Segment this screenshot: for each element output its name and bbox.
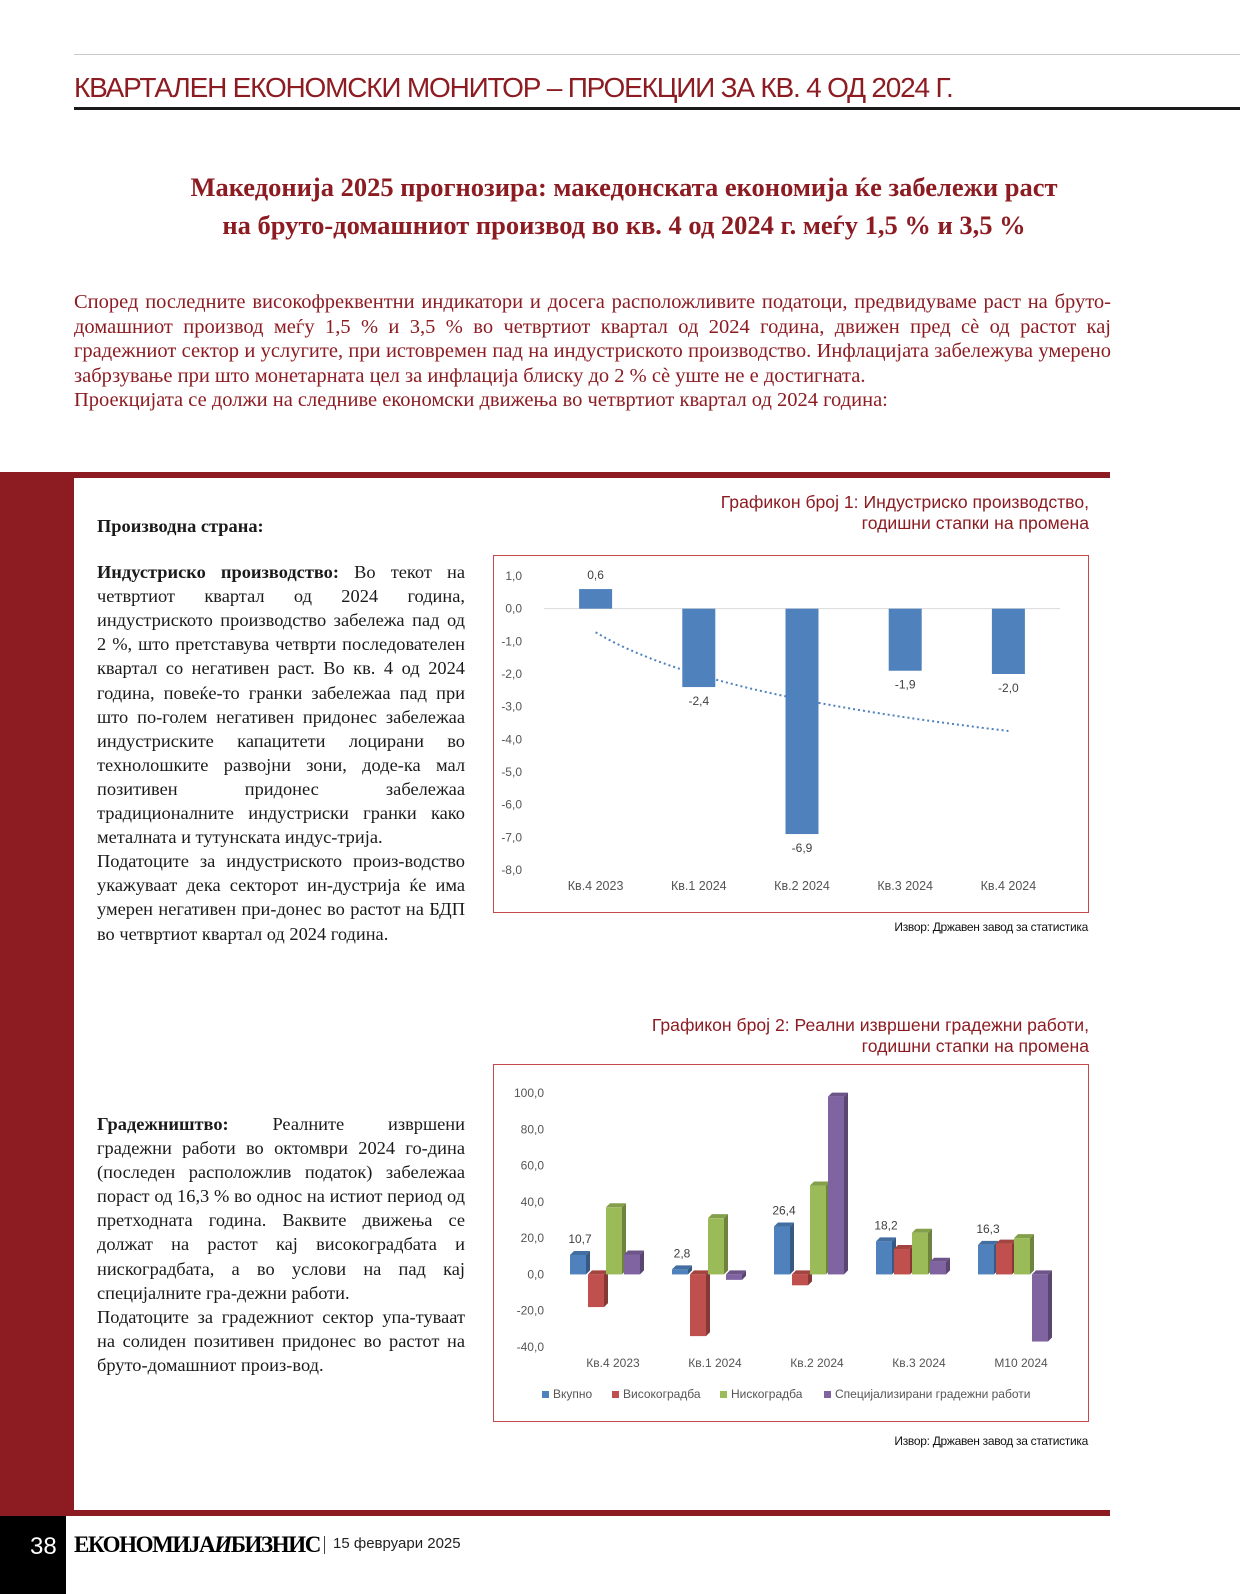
chart1-x-label: Кв.3 2024 (877, 879, 934, 893)
chart2-x-label: Кв.2 2024 (790, 1356, 844, 1370)
chart2-data-label: 18,2 (874, 1218, 898, 1233)
chart2-bar-side (706, 1270, 710, 1336)
chart1-data-label: -6,9 (791, 841, 813, 856)
chart2-data-label: 2,8 (673, 1246, 691, 1261)
chart2-legend-swatch (824, 1391, 831, 1398)
industry-text: Во текот на четвртиот квартал од 2024 година, индустриското производство забележа пад од 2 %, што претставува четврти последователен квартал со негативен раст. Во кв. 4 од 2024 година, повеќе-то гранки забележаа пад при што по-голем негативен придонес забележаа индустриските капацитети лоцирани во технолошките развојни зони, доде-ка мал позитивен придонес забележаа традиционалните индустриски гранки како металната и тутунската индус-трија. (97, 562, 465, 848)
chart2-bar (726, 1274, 742, 1279)
chart2-bar (792, 1274, 808, 1285)
chart2-x-label: Кв.3 2024 (892, 1356, 946, 1370)
chart2-bar (810, 1186, 826, 1275)
chart2-svg (494, 1065, 1088, 1421)
construction-text-2: Податоците за градежниот сектор упа-туваат на солиден позитивен придонес во растот на бруто-домашниот произ-вод. (97, 1306, 465, 1375)
chart2-bar (624, 1254, 640, 1274)
logo-conjunction: И (214, 1532, 231, 1557)
chart2-bar (876, 1241, 892, 1274)
chart1-y-tick: -8,0 (501, 863, 522, 877)
chart2-y-tick: 20,0 (520, 1231, 544, 1246)
chart2-title-block (489, 1015, 1089, 1057)
production-column (97, 514, 465, 946)
chart2-bar (894, 1249, 910, 1274)
chart2-bar (1032, 1274, 1048, 1341)
chart2-bar (588, 1274, 604, 1307)
chart2-source: Извор: Државен завод за статистика (894, 1434, 1088, 1448)
issue-date: 15 февруари 2025 (333, 1535, 461, 1552)
chart1-title: Графикон број 1: Индустриско производство, (720, 492, 1089, 512)
logo-word-2: БИЗНИС (230, 1532, 320, 1557)
intro-text (74, 290, 1111, 413)
chart2-y-tick: 0,0 (527, 1267, 544, 1282)
chart2-y-tick: 60,0 (520, 1158, 544, 1173)
chart1-y-tick: 1,0 (505, 569, 522, 583)
chart1-x-label: Кв.4 2023 (567, 879, 624, 893)
chart1-y-tick: -3,0 (501, 699, 522, 714)
chart2-bar (978, 1245, 994, 1275)
chart2-y-tick: 100,0 (513, 1086, 544, 1100)
running-header: КВАРТАЛЕН ЕКОНОМСКИ МОНИТОР – ПРОЕКЦИИ ЗА КВ. 4 ОД 2024 Г. (74, 72, 953, 103)
chart2-legend-swatch (612, 1391, 619, 1398)
chart2-data-label: 26,4 (772, 1203, 796, 1218)
chart2-bar-side (640, 1250, 644, 1274)
chart2-bar (912, 1233, 928, 1275)
side-band (0, 472, 74, 1516)
chart1-y-tick: -7,0 (501, 830, 522, 845)
headline-line-1: Македонија 2025 прогнозира: македонската економија ќе забележи раст (190, 172, 1058, 202)
production-heading: Производна страна: (97, 516, 264, 536)
chart2-bar-side (1048, 1270, 1052, 1341)
box-top-rule (0, 472, 1110, 478)
chart2-x-label: Кв.1 2024 (688, 1356, 742, 1370)
chart1-bar (579, 589, 612, 609)
chart1-svg (494, 556, 1088, 912)
chart1-bar (889, 609, 922, 671)
chart2-bar (996, 1244, 1012, 1275)
chart1-x-label: Кв.4 2024 (980, 879, 1037, 893)
chart1-source: Извор: Државен завод за статистика (894, 920, 1088, 934)
chart1-data-label: -2,0 (998, 681, 1019, 695)
logo-word-1: ЕКОНОМИЈА (74, 1532, 215, 1557)
chart1-y-tick: -2,0 (501, 667, 522, 681)
chart1-y-tick: -5,0 (501, 765, 522, 779)
footer-separator (324, 1536, 325, 1554)
box-bottom-rule (74, 1510, 1110, 1516)
chart1-bar (992, 609, 1025, 674)
chart2-bar-side (1030, 1234, 1034, 1274)
intro-lead: Проекцијата се должи на следниве економски движења во четвртиот квартал од 2024 година: (74, 389, 888, 412)
chart2-legend-label: Вкупно (553, 1387, 593, 1401)
chart2-x-label: М10 2024 (994, 1356, 1048, 1370)
chart2-bar (690, 1274, 706, 1336)
chart1-x-label: Кв.2 2024 (774, 879, 830, 893)
chart2-x-label: Кв.4 2023 (586, 1356, 640, 1370)
chart2-bar-side (844, 1093, 848, 1275)
construction-column (97, 1112, 465, 1377)
chart2-y-tick: -40,0 (516, 1340, 544, 1354)
chart1-data-label: -2,4 (688, 694, 710, 709)
construction-label: Градежништво: (97, 1114, 229, 1134)
chart2-bar-side (586, 1251, 590, 1274)
chart1-y-tick: 0,0 (505, 601, 522, 616)
chart2-bar (708, 1218, 724, 1274)
chart2-bar-side (790, 1223, 794, 1275)
chart1-y-tick: -6,0 (501, 797, 522, 812)
construction-text: Реалните извршени градежни работи во октомври 2024 го-дина (последен расположлив податок) забележаа пораст од 16,3 % во однос на истиот период од претходната година. Ваквите движења се должат на растот кај високоградбата и нискоградбата, а во услови на пад кај специјалните гра-дежни работи. (97, 1114, 465, 1303)
chart2-bar (606, 1207, 622, 1274)
chart2-y-tick: -20,0 (516, 1303, 544, 1318)
chart2-bar (774, 1227, 790, 1275)
chart2-bar (828, 1097, 844, 1275)
chart1-y-tick: -1,0 (501, 634, 522, 649)
chart1-title-block (489, 492, 1089, 534)
chart1-data-label: -1,9 (894, 677, 916, 692)
headline-line-2: на бруто-домашниот производ во кв. 4 од 2024 г. меѓу 1,5 % и 3,5 % (222, 210, 1026, 240)
chart2-frame (493, 1064, 1089, 1422)
chart2-legend-label: Нискоградба (731, 1387, 803, 1401)
chart2-legend-label: Високоградба (623, 1387, 701, 1401)
chart1-subtitle: годишни стапки на промена (861, 513, 1089, 533)
chart2-title: Графикон број 2: Реални извршени градежни работи, (651, 1015, 1089, 1035)
chart2-y-tick: 80,0 (520, 1122, 544, 1137)
chart2-bar-side (604, 1270, 608, 1307)
intro-paragraph: Според последните високофреквентни индикатори и досега расположливите податоци, предвидуваме раст на бруто-домашниот производ меѓу 1,5 % и 3,5 % во четвртиот квартал од 2024 година, движен пред сè од растот кај градежниот сектор и услугите, при истовремен пад на индустриското производство. Инфлацијата забележува умерено забрзување при што монетарната цел за инфлација блиску до 2 % сè уште не е достигната. (74, 291, 1111, 387)
chart2-bar-side (724, 1214, 728, 1274)
chart1-frame (493, 555, 1089, 913)
chart2-bar (672, 1269, 688, 1274)
chart2-y-tick: 40,0 (520, 1194, 544, 1209)
industry-text-2: Податоците за индустриското произ-водство укажуваат дека секторот ин-дустрија ќе има умерен негативен при-донес во растот на БДП во четвртиот квартал од 2024 година. (97, 851, 465, 944)
chart2-bar (930, 1262, 946, 1275)
chart2-bar (1014, 1238, 1030, 1274)
chart1-y-tick: -4,0 (501, 732, 522, 747)
chart2-bar (570, 1255, 586, 1274)
magazine-logo (74, 1532, 320, 1558)
chart1-data-label: 0,6 (587, 568, 604, 583)
chart2-legend-swatch (720, 1391, 727, 1398)
chart2-legend-label: Специјализирани градежни работи (835, 1387, 1031, 1401)
top-rule (74, 54, 1240, 55)
page-number: 38 (30, 1533, 57, 1560)
chart1-bar (786, 609, 819, 834)
chart2-subtitle: годишни стапки на промена (861, 1036, 1089, 1056)
chart1-bar (682, 609, 715, 687)
header-rule (74, 107, 1240, 110)
headline (74, 168, 1174, 244)
chart1-x-label: Кв.1 2024 (670, 879, 727, 893)
industry-label: Индустриско производство: (97, 562, 340, 583)
chart2-legend-swatch (542, 1391, 549, 1398)
chart2-data-label: 16,3 (976, 1221, 1000, 1236)
chart2-data-label: 10,7 (568, 1232, 592, 1247)
